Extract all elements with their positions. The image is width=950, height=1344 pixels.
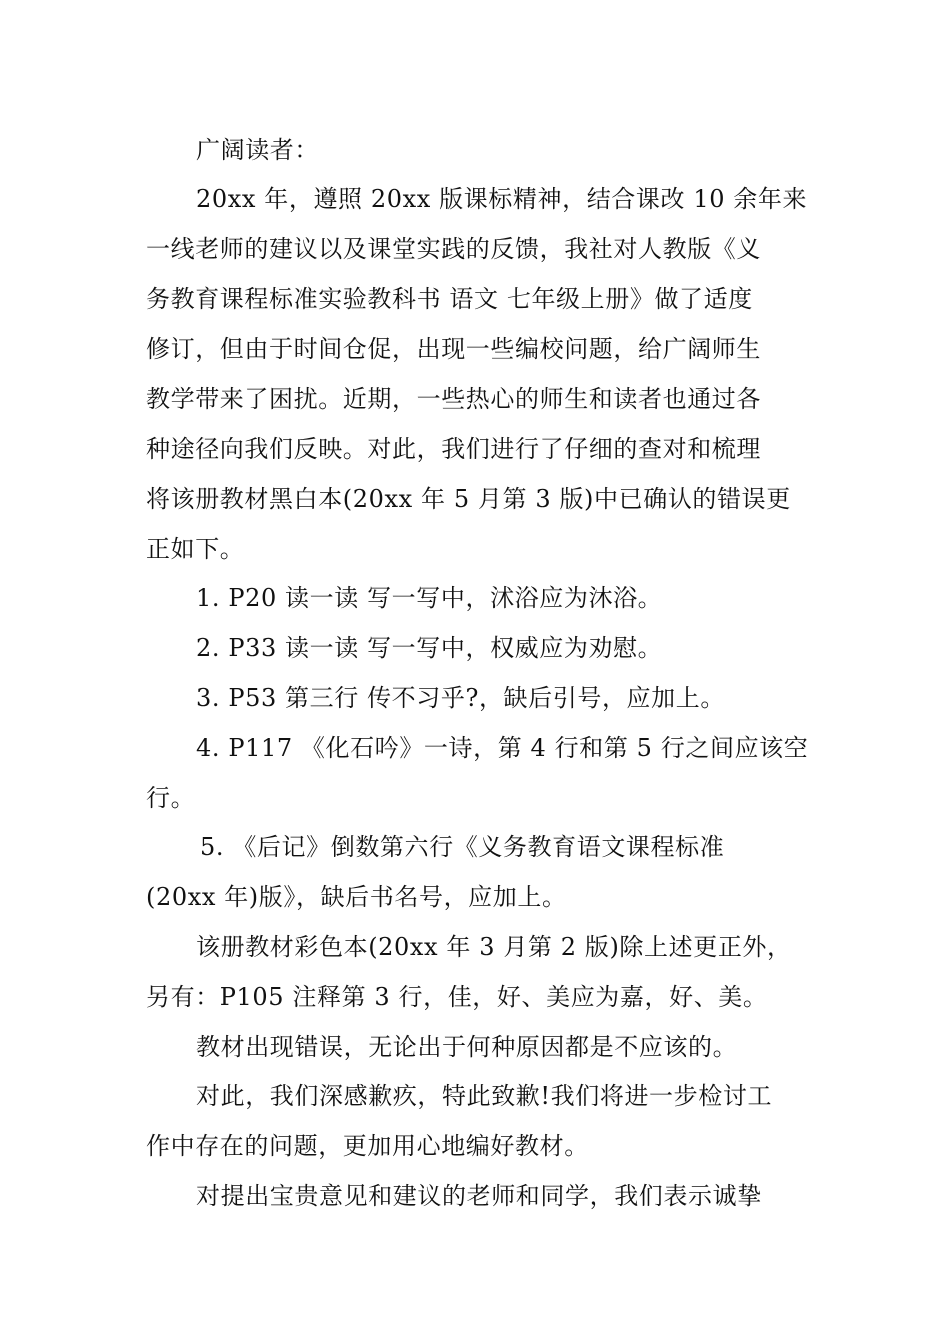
body-paragraph-line: 务教育课程标准实验教科书 语文 七年级上册》做了适度	[146, 285, 753, 313]
body-paragraph-line: 正如下。	[146, 535, 245, 563]
body-paragraph-line: 该册教材彩色本(20xx 年 3 月第 2 版)除上述更正外，	[196, 933, 792, 961]
body-paragraph-line: 修订，但由于时间仓促，出现一些编校问题，给广阔师生	[146, 335, 761, 363]
body-paragraph-line: 20xx 年，遵照 20xx 版课标精神，结合课改 10 余年来	[196, 185, 808, 213]
body-paragraph-line: 将该册教材黑白本(20xx 年 5 月第 3 版)中已确认的错误更	[146, 485, 791, 513]
body-paragraph-line: 作中存在的问题，更加用心地编好教材。	[146, 1132, 589, 1160]
body-paragraph-line: 教材出现错误，无论出于何种原因都是不应该的。	[196, 1033, 738, 1061]
erratum-item-continuation: (20xx 年)版》，缺后书名号，应加上。	[146, 883, 567, 911]
erratum-item: 4. P117 《化石吟》一诗，第 4 行和第 5 行之间应该空	[196, 734, 809, 762]
body-paragraph-line: 对提出宝贵意见和建议的老师和同学，我们表示诚挚	[196, 1182, 762, 1210]
body-paragraph-line: 教学带来了困扰。近期，一些热心的师生和读者也通过各	[146, 385, 761, 413]
salutation: 广阔读者：	[196, 136, 319, 164]
erratum-item: 5. 《后记》倒数第六行《义务教育语文课程标准	[200, 833, 725, 861]
body-paragraph-line: 对此，我们深感歉疚，特此致歉!我们将进一步检讨工	[196, 1082, 773, 1110]
erratum-item: 1. P20 读一读 写一写中，沭浴应为沐浴。	[196, 584, 663, 612]
body-paragraph-line: 种途径向我们反映。对此，我们进行了仔细的查对和梳理	[146, 435, 761, 463]
erratum-item: 3. P53 第三行 传不习乎?，缺后引号，应加上。	[196, 684, 725, 712]
erratum-item: 2. P33 读一读 写一写中，权威应为劝慰。	[196, 634, 663, 662]
body-paragraph-line: 另有：P105 注释第 3 行，佳，好、美应为嘉，好、美。	[146, 983, 768, 1011]
body-paragraph-line: 一线老师的建议以及课堂实践的反馈，我社对人教版《义	[146, 235, 761, 263]
erratum-item-continuation: 行。	[146, 784, 196, 812]
